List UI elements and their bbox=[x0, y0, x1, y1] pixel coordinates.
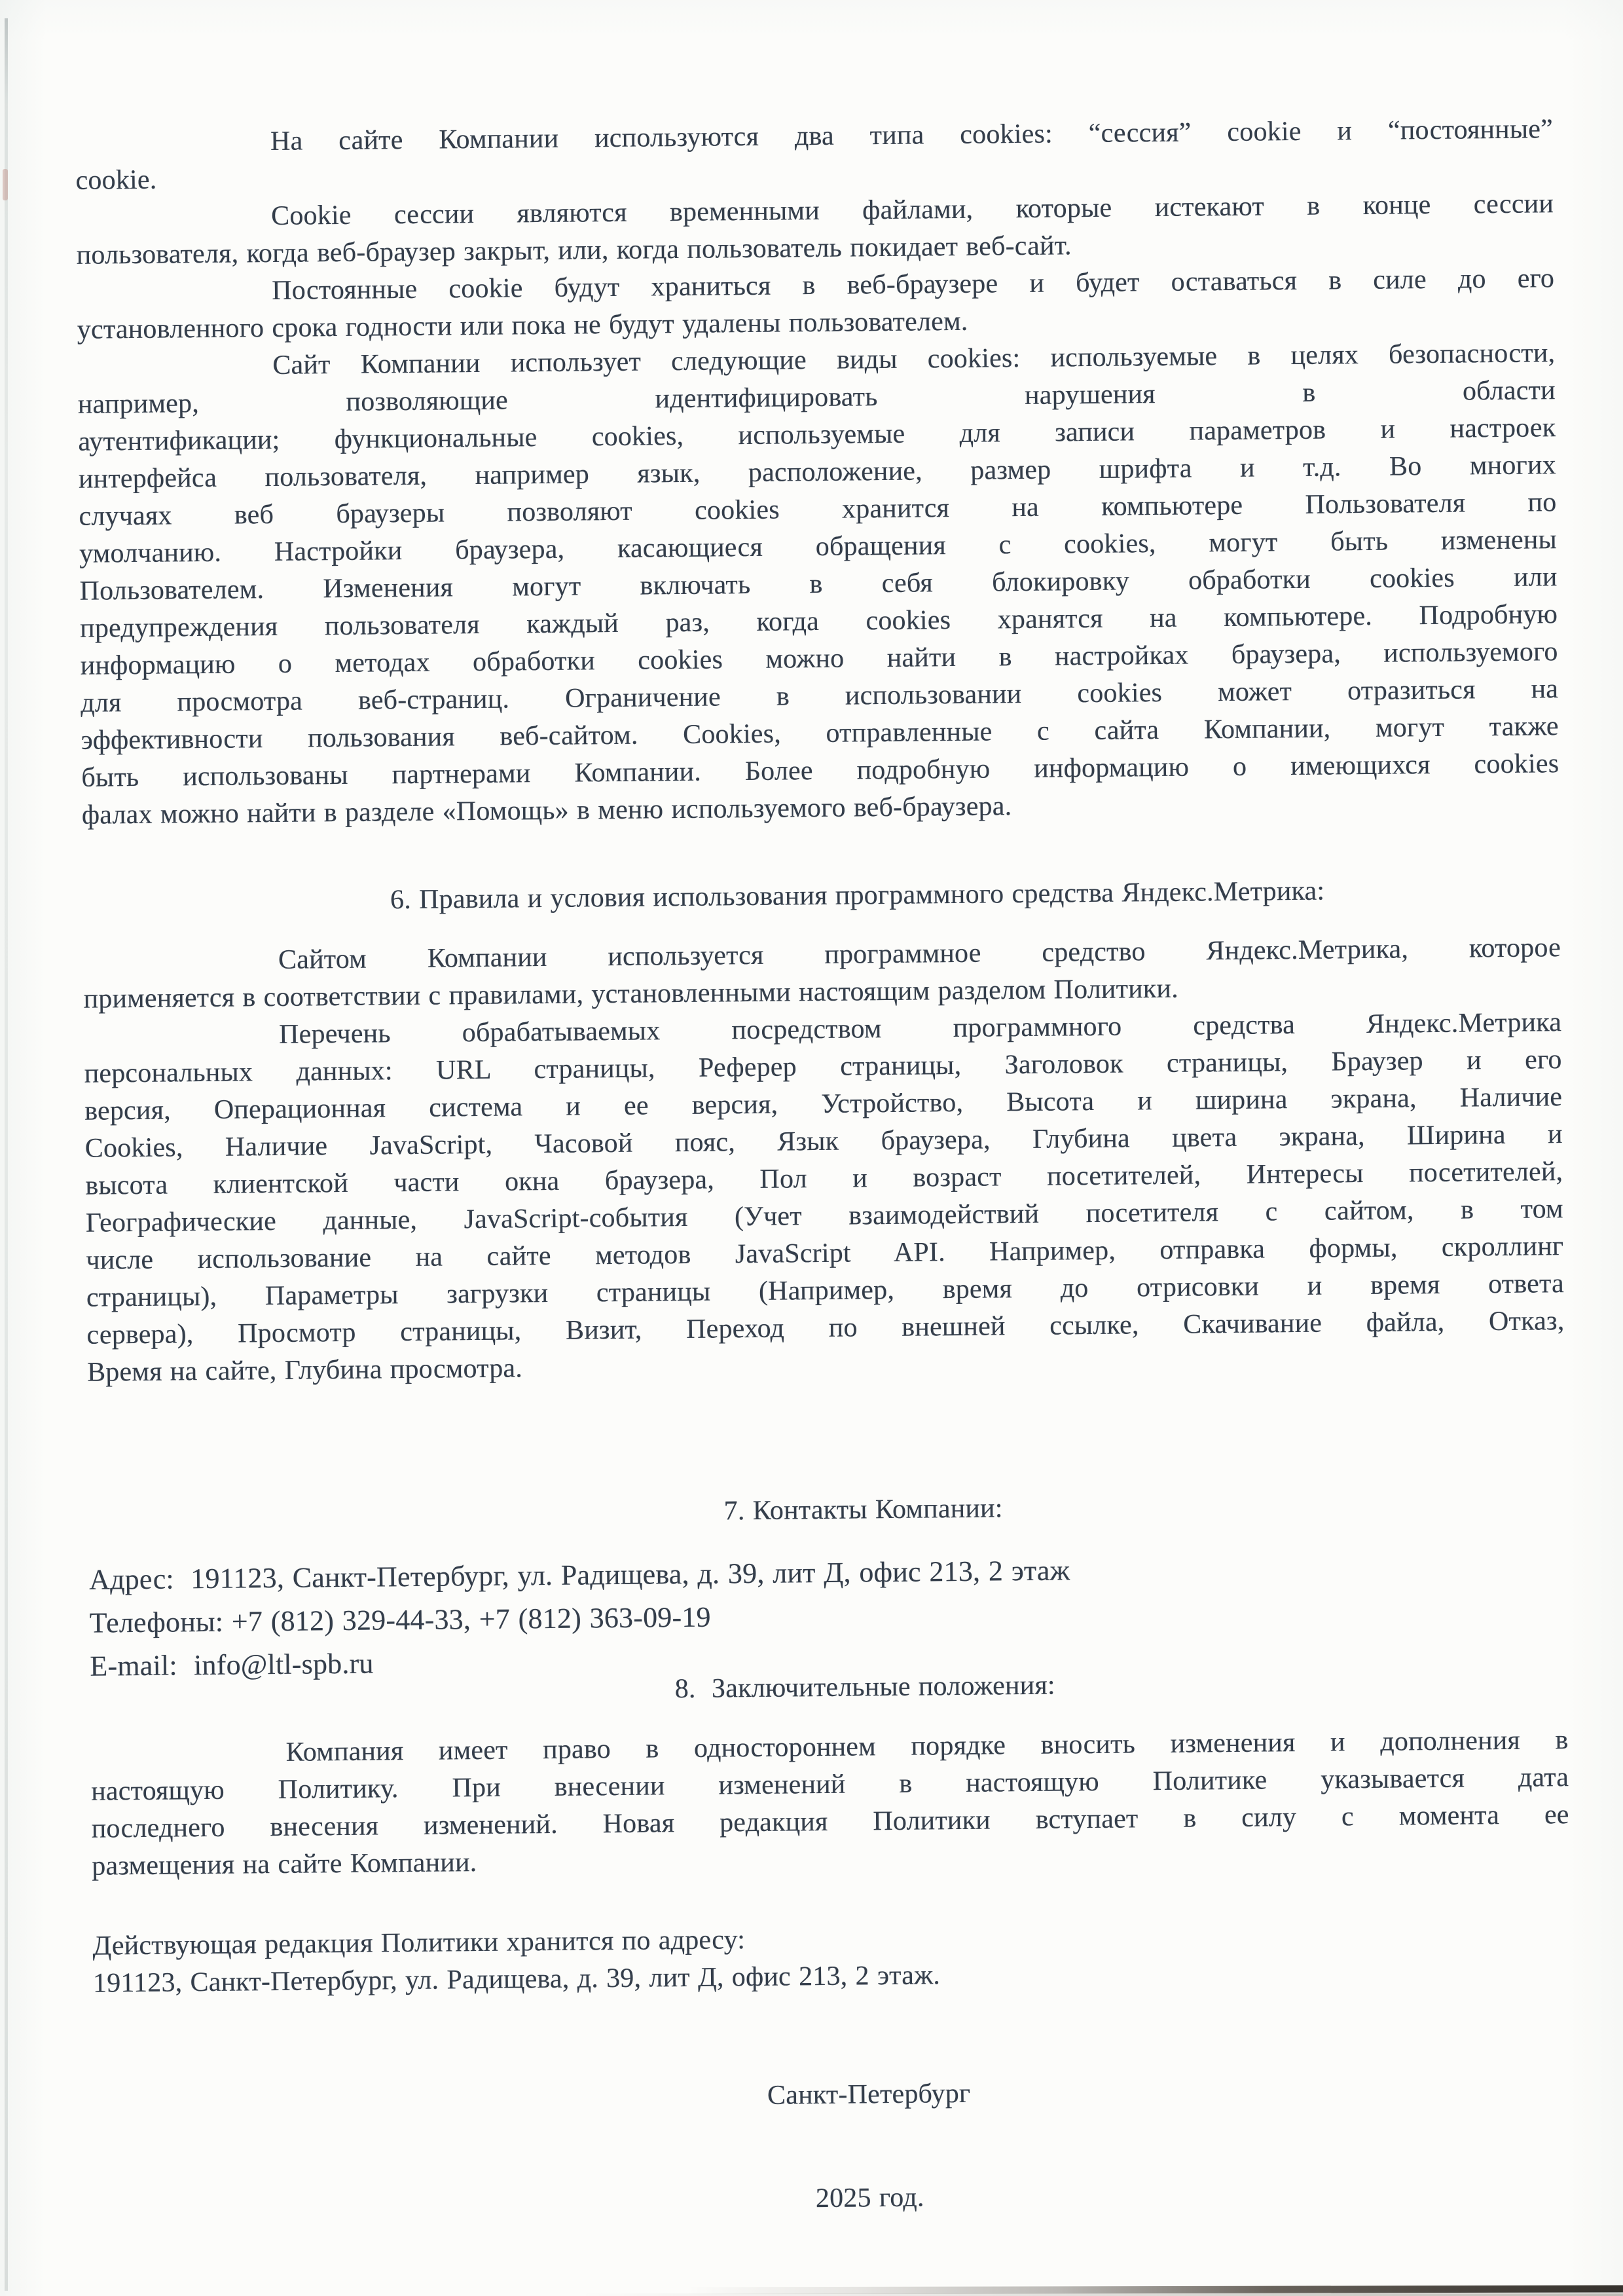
text-line: предупреждения пользователя каждый раз, когда cookies хранятся на компьютере. Подробную bbox=[79, 599, 1558, 644]
footer-year bbox=[95, 2173, 1573, 2225]
text-line: информацию о методах обработки cookies можно найти в настройках браузера, используемого bbox=[80, 637, 1558, 681]
para-session-cookies bbox=[76, 185, 1554, 274]
section-7-heading-text: 7. Контакты Компании: bbox=[723, 1493, 1003, 1527]
text-line: Время на сайте, Глубина просмотра. bbox=[86, 1353, 523, 1388]
text-line: версия, Операционная система и ее версия, Устройство, Высота и ширина экрана, Наличие bbox=[84, 1082, 1563, 1126]
text-line: эффективности пользования веб-сайтом. Cookies, отправленные с сайта Компании, могут также bbox=[81, 711, 1559, 756]
text-line: для просмотра веб-страниц. Ограничение в использовании cookies может отразиться на bbox=[81, 674, 1559, 718]
text-line: Cookies, Наличие JavaScript, Часовой пояс, Язык браузера, Глубина цвета экрана, Ширина и bbox=[84, 1119, 1563, 1164]
para-final-provisions bbox=[90, 1722, 1569, 1885]
section-6-heading bbox=[82, 870, 1560, 922]
text-line: Постоянные cookie будут храниться в веб-браузере и будет оставаться в силе до его bbox=[272, 263, 1555, 306]
section-6-heading-text: 6. Правила и условия использования программного средства Яндекс.Метрика: bbox=[390, 876, 1325, 916]
policy-location bbox=[92, 1914, 1571, 2003]
text-line: быть использованы партнерами Компании. Более подробную информацию о имеющихся cookies bbox=[81, 749, 1559, 793]
text-line: Сайтом Компании используется программное средство Яндекс.Метрика, которое bbox=[278, 933, 1561, 975]
text-line: Компания имеет право в одностороннем порядке вносить изменения и дополнения в bbox=[285, 1725, 1569, 1768]
footer-city bbox=[94, 2069, 1571, 2121]
section-8-heading-text: 8. Заключительные положения: bbox=[674, 1670, 1055, 1705]
text-line: сервера), Просмотр страницы, Визит, Переход по внешней ссылке, Скачивание файла, Отказ, bbox=[86, 1306, 1565, 1350]
text-line: высота клиентской части окна браузера, Пол и возраст посетителей, Интересы посетителей, bbox=[85, 1157, 1563, 1201]
document-body bbox=[75, 111, 1573, 2225]
text-line: cookie. bbox=[75, 164, 157, 196]
footer-city-text: Санкт-Петербург bbox=[767, 2078, 971, 2111]
text-line: 191123, Санкт-Петербург, ул. Радищева, д. 39, лит Д, офис 213, 2 этаж. bbox=[92, 1960, 941, 1999]
text-line: Действующая редакция Политики хранится по адресу: bbox=[92, 1925, 746, 1961]
text-line: числе использование на сайте методов JavaScript API. Например, отправка формы, скроллинг bbox=[86, 1231, 1564, 1276]
text-line: интерфейса пользователя, например язык, расположение, размер шрифта и т.д. Во многих bbox=[78, 450, 1557, 494]
text-line: Географические данные, JavaScript-события (Учет взаимодействий посетителя с сайтом, в том bbox=[85, 1194, 1563, 1238]
text-line: последнего внесения изменений. Новая редакция Политики вступает в силу с момента ее bbox=[91, 1800, 1569, 1844]
text-line: например, позволяющие идентифицировать нарушения в области bbox=[77, 375, 1556, 420]
section-7-heading bbox=[88, 1485, 1566, 1536]
text-line: умолчанию. Настройки браузера, касающиеся обращения с cookies, могут быть изменены bbox=[79, 525, 1558, 569]
text-line: пользователя, когда веб-браузер закрыт, или, когда пользователь покидает веб-сайт. bbox=[76, 231, 1072, 270]
text-line: Перечень обрабатываемых посредством программного средства Яндекс.Метрика bbox=[278, 1007, 1562, 1050]
document-page bbox=[74, 0, 1573, 2225]
para-metrika-usage bbox=[83, 929, 1561, 1018]
scan-left-edge-mark bbox=[3, 169, 8, 200]
para-persistent-cookies bbox=[77, 260, 1555, 349]
text-line: Cookie сессии являются временными файлами, которые истекают в конце сессии bbox=[270, 189, 1554, 231]
text-line: размещения на сайте Компании. bbox=[92, 1847, 477, 1881]
text-line: установленного срока годности или пока не будут удалены пользователем. bbox=[77, 306, 968, 345]
para-cookie-kinds bbox=[77, 335, 1559, 834]
text-line: Пользователем. Изменения могут включать в себя блокировку обработки cookies или bbox=[79, 562, 1558, 606]
text-line: настоящую Политику. При внесении изменений в настоящую Политике указывается дата bbox=[90, 1762, 1569, 1807]
text-line: аутентификации; функциональные cookies, используемые для записи параметров и настроек bbox=[78, 413, 1556, 457]
text-line: E-mail: info@ltl-spb.ru bbox=[90, 1647, 374, 1682]
text-line: применяется в соответствии с правилами, установленными настоящим разделом Политики. bbox=[83, 973, 1179, 1014]
text-line: На сайте Компании используются два типа cookies: “сессия” cookie и “постоянные” bbox=[270, 114, 1554, 157]
text-line: персональных данных: URL страницы, Реферер страницы, Заголовок страницы, Браузер и его bbox=[84, 1045, 1562, 1089]
footer-year-text: 2025 год. bbox=[815, 2182, 924, 2214]
text-line: страницы), Параметры загрузки страницы (Например, время до отрисовки и время ответа bbox=[86, 1268, 1565, 1313]
para-metrika-data bbox=[84, 1004, 1565, 1392]
text-line: Телефоны: +7 (812) 329-44-33, +7 (812) 363-09-19 bbox=[89, 1601, 711, 1639]
para-cookie-types bbox=[75, 111, 1554, 200]
text-line: фалах можно найти в разделе «Помощь» в меню используемого веб-браузера. bbox=[81, 791, 1012, 830]
text-line: Адрес: 191123, Санкт-Петербург, ул. Радищева, д. 39, лит Д, офис 213, 2 этаж bbox=[88, 1554, 1070, 1596]
text-line: Сайт Компании использует следующие виды cookies: используемые в целях безопасности, bbox=[272, 338, 1556, 380]
text-line: случаях веб браузеры позволяют cookies хранится на компьютере Пользователя по bbox=[79, 487, 1557, 532]
scan-left-edge-line bbox=[5, 18, 8, 2291]
